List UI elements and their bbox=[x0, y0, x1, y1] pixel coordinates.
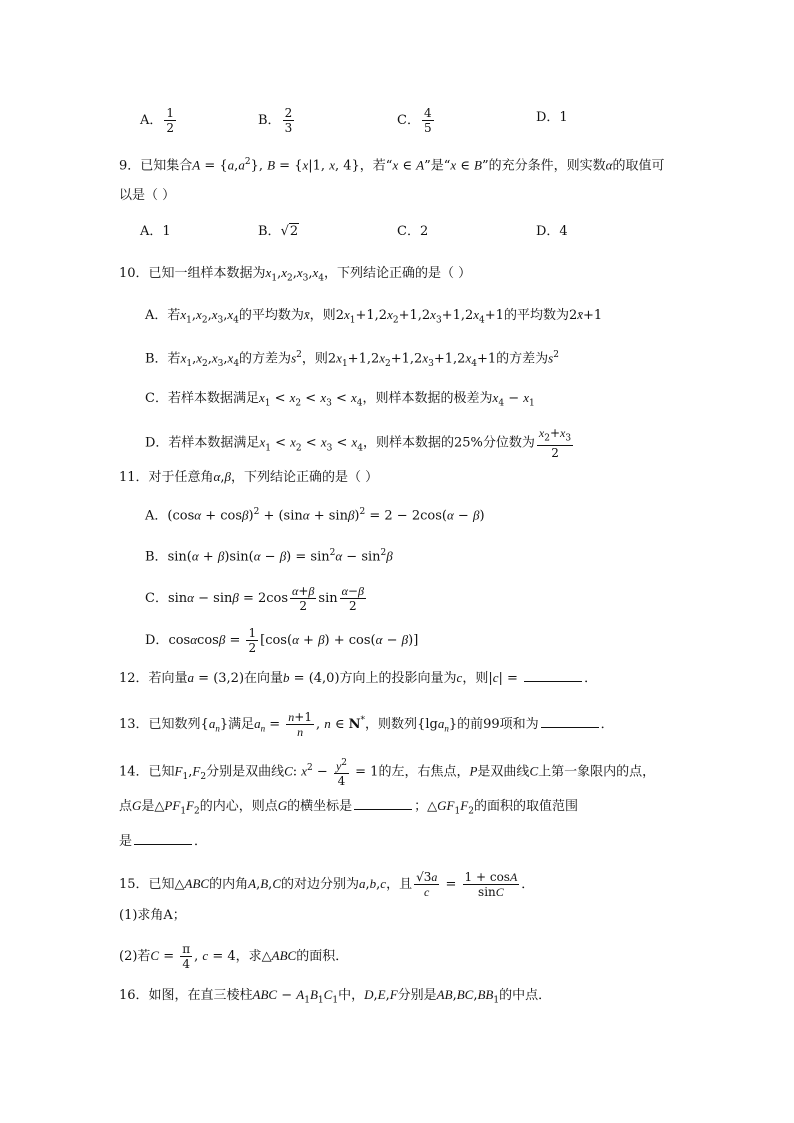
q16-stem: 16．如图，在直三棱柱ABC − $A_1B_1C_1$中，D,E,F分别是$AB,BC,BB_1$的中点． bbox=[119, 987, 552, 1006]
q8-option-c: C． $\frac{4}{5}$ bbox=[397, 106, 432, 135]
q9-option-b: B．√2 bbox=[258, 224, 299, 239]
q14-stem-line2: 点G是$\triangle PF_1F_2$的内心，则点G的横坐标是 ；$\triangle GF_1F_2$的面积的取值范围 bbox=[119, 798, 578, 817]
q10-option-b: B．若$x_1,x_2,x_3,x_4$的方差为$s^2$，则$2x_1+1,2x_2+1,2x_3+1,2x_4+1$的方差为$s^2$ bbox=[145, 350, 559, 369]
q9-stem-line2: 以是（ ） bbox=[119, 188, 176, 203]
q11-option-d: D．cosαcosβ = $\frac{1}{2}$ [cos(α + β) + cos(α − β)] bbox=[145, 626, 419, 655]
q8-option-b: B． $\frac{2}{3}$ bbox=[258, 106, 293, 135]
q13-stem: 13．已知数列$\{a_n\}$满足$a_n$ = $\frac{n+1}{n}$ , n ∈ N*，则数列{lga$_n$}的前99项和为 ． bbox=[119, 710, 614, 739]
q10-option-a: A．若$x_1,x_2,x_3,x_4$的平均数为x̄，则$2x_1+1,2x_2+1,2x_3+1,2x_4+1$的平均数为2x̄+1 bbox=[145, 307, 603, 326]
q9-stem-line1: 9．已知集合$A = \{a,a^2\}$, B = {x|1, x, 4}，若“x ∈ A”是“x ∈ B”的充分条件，则实数α的取值可 bbox=[119, 157, 665, 174]
q15-part1: (1)求角A； bbox=[119, 908, 186, 923]
q14-answer-blank-2[interactable] bbox=[134, 832, 192, 845]
q10-option-c: C．若样本数据满足$x_1 < x_2 < x_3 < x_4$，则样本数据的极差为$x_4 - x_1$ bbox=[145, 390, 535, 409]
q8-option-d: D．1 bbox=[536, 110, 568, 125]
q10-stem: 10．已知一组样本数据为$x_1,x_2,x_3,x_4$，下列结论正确的是（ ） bbox=[119, 265, 472, 284]
q9-option-a: A．1 bbox=[140, 224, 171, 239]
q12-answer-blank[interactable] bbox=[524, 669, 582, 682]
q14-answer-blank-1[interactable] bbox=[354, 797, 412, 810]
q14-stem-line1: 14．已知$F_1,F_2$分别是双曲线C: $x^2$ − $\frac{y^2}{4}$ = 1的左，右焦点，P是双曲线C上第一象限内的点， bbox=[119, 758, 656, 788]
q11-option-a: A．$(\cos\alpha + \cos\beta)^2 + (\sin\alpha + \sin\beta)^2 = 2 - 2\cos(\alpha - \beta)$ bbox=[145, 507, 485, 524]
q15-part2: (2)若C = $\frac{\pi}{4}$ , c = 4，求△ABC的面积． bbox=[119, 942, 349, 971]
q15-stem: 15．已知△ABC的内角A,B,C的对边分别为a,b,c，且 $\frac{√3a}{c}$ = $\frac{1 + \cos A}{\sin C}$ ． bbox=[119, 870, 535, 899]
q13-answer-blank[interactable] bbox=[541, 715, 599, 728]
q11-option-c: C．sinα − sinβ = 2cos $\frac{\alpha+\beta}{2}$ sin $\frac{\alpha-\beta}{2}$ bbox=[145, 584, 364, 613]
q11-stem: 11．对于任意角α,β，下列结论正确的是（ ） bbox=[119, 469, 379, 485]
q9-option-d: D．4 bbox=[536, 224, 568, 239]
q11-option-b: B．$\sin(\alpha + \beta)\sin(\alpha - \beta) = \sin^2\alpha - \sin^2\beta$ bbox=[145, 548, 393, 565]
q12-stem: 12．若向量a = (3,2)在向量b = (4,0)方向上的投影向量为c，则|c| = ． bbox=[119, 670, 598, 686]
q8-option-a: A． $\frac{1}{2}$ bbox=[140, 106, 175, 135]
q9-option-c: C．2 bbox=[397, 224, 429, 239]
q14-stem-line3: 是 ． bbox=[119, 834, 208, 849]
q10-option-d: D．若样本数据满足$x_1 < x_2 < x_3 < x_4$，则样本数据的25%分位数为 $\frac{x_2+x_3}{2}$ bbox=[145, 426, 572, 461]
